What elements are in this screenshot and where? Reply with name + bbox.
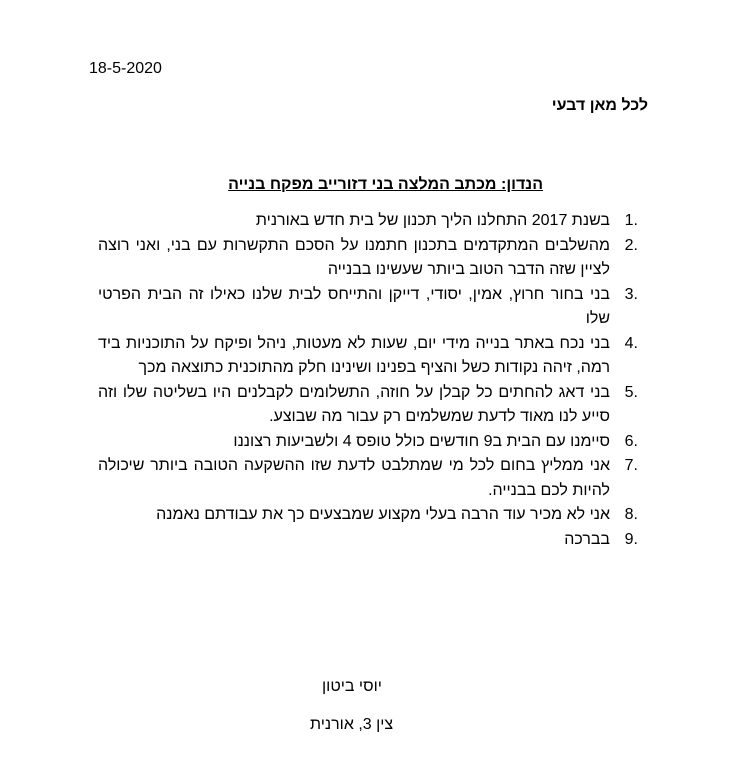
- list-item-text: בני נכח באתר בנייה מידי יום, שעות לא מעטות, ניהל ופיקח על התוכניות ביד רמה, זיהה נקודות כשל והציף בפנינו ושינינו חלק מהתוכנית כתוצאה מכך: [98, 334, 610, 376]
- list-item-text: בני בחור חרוץ, אמין, יסודי, דייקן והתייחס לבית שלנו כאילו זה הבית הפרטי שלו: [98, 285, 610, 327]
- list-item: [98, 381, 638, 430]
- list-item-number: 5.: [624, 383, 638, 401]
- list-item-number: 6.: [624, 432, 638, 450]
- list-item: [98, 209, 638, 234]
- letter-recipient: לכל מאן דבעי: [551, 97, 648, 114]
- list-item-number: 9.: [624, 530, 638, 548]
- list-item-text: בשנת 2017 התחלנו הליך תכנון של בית חדש באורנית: [255, 212, 610, 229]
- list-item-text: אני לא מכיר עוד הרבה בעלי מקצוע שמבצעים כך את עבודתם נאמנה: [156, 506, 610, 523]
- list-item: [98, 283, 638, 332]
- letter-date: 18-5-2020: [89, 60, 162, 77]
- list-item: [98, 454, 638, 503]
- list-item-text: סיימנו עם הבית ב9 חודשים כולל טופס 4 ולשביעות רצוננו: [233, 432, 610, 450]
- list-item-number: 1.: [624, 212, 638, 229]
- list-item-text: בברכה: [564, 530, 610, 548]
- list-item-text: מהשלבים המתקדמים בתכנון חתמנו על הסכם התקשרות עם בני, ואני רוצה לציין שזה הדבר הטוב ביותר שעשינו בבנייה: [98, 236, 610, 278]
- signature-name: יוסי ביטון: [322, 678, 382, 695]
- letter-subject: הנדון: מכתב המלצה בני דזורייב מפקח בנייה: [228, 176, 543, 193]
- list-item-number: 2.: [624, 236, 638, 254]
- list-item-text: אני ממליץ בחום לכל מי שמתלבט לדעת שזו ההשקעה הטובה ביותר שיכולה להיות לכם בבנייה.: [98, 457, 610, 499]
- list-item: [98, 332, 638, 381]
- list-item: [98, 234, 638, 283]
- signature-address: צין 3, אורנית: [310, 716, 394, 733]
- list-item-number: 8.: [624, 506, 638, 523]
- list-item-number: 4.: [624, 334, 638, 352]
- recommendation-list: [98, 209, 638, 552]
- list-item-number: 3.: [624, 285, 638, 303]
- list-item-text: בני דאג להחתים כל קבלן על חוזה, התשלומים לקבלנים היו בשליטה שלו וזה סייע לנו מאוד לדעת שמשלמים רק עבור מה שבוצע.: [98, 383, 610, 425]
- list-item: [98, 503, 638, 528]
- list-item-number: 7.: [624, 457, 638, 474]
- list-item: [98, 528, 638, 553]
- list-item: [98, 430, 638, 455]
